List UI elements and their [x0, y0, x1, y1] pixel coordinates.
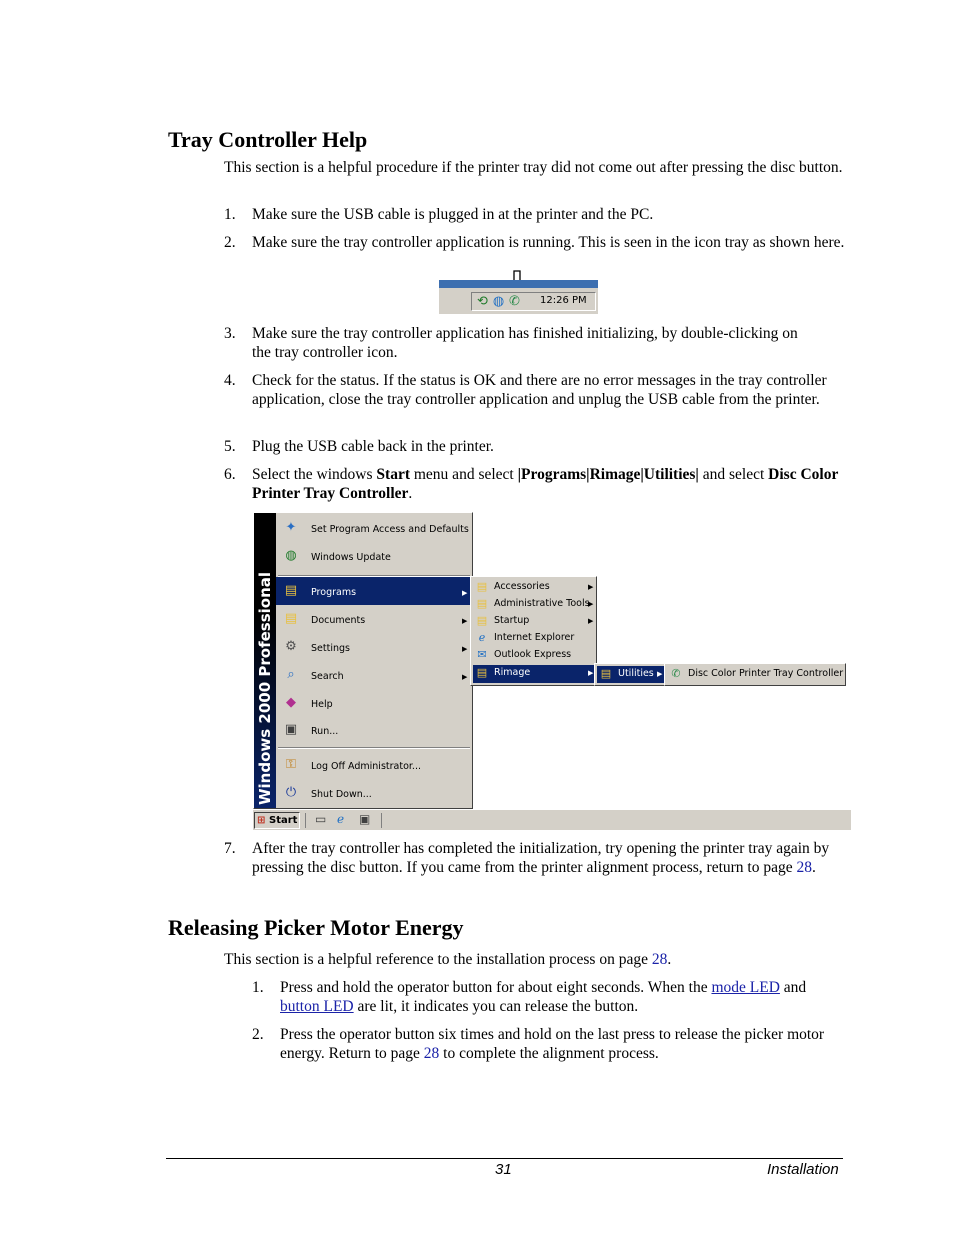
menu-item-programs[interactable]: Programs: [311, 587, 357, 598]
submenu-arrow-icon: ▶: [462, 673, 468, 681]
menu-item-internet-explorer[interactable]: Internet Explorer: [494, 632, 575, 643]
step-number: 1.: [252, 979, 264, 996]
button-led-link[interactable]: button LED: [280, 998, 354, 1015]
programs-folder-icon: ▤: [284, 583, 298, 598]
menu-highlight: [276, 577, 470, 605]
run-icon: ▣: [284, 722, 298, 737]
mode-led-link[interactable]: mode LED: [711, 979, 780, 996]
text-run: .: [408, 485, 413, 502]
quick-launch-icon[interactable]: ▣: [359, 812, 371, 826]
tray-screenshot: [439, 270, 598, 314]
menu-item-outlook-express[interactable]: Outlook Express: [494, 649, 572, 660]
menu-item-search[interactable]: Search: [311, 671, 344, 682]
text-run: are lit, it indicates you can release the button.: [353, 998, 639, 1015]
submenu-arrow-icon: ▶: [462, 645, 468, 653]
text-run: After the tray controller has completed the initialization, try opening the printer tray again by pressing the disc button. If you came from the printer alignment process, return to page: [252, 840, 830, 876]
folder-icon: ▤: [600, 667, 612, 680]
globe-icon[interactable]: ◍: [492, 294, 505, 309]
utilities-submenu: [664, 663, 846, 686]
submenu-arrow-icon: ▶: [588, 669, 594, 677]
text-run: Press the operator button six times and hold on the last press to release the picker motor energy. Return to page: [280, 1026, 825, 1062]
submenu-arrow-icon: ▶: [462, 617, 468, 625]
settings-icon: ⚙: [285, 639, 297, 654]
section-title-tray-controller-help: Tray Controller Help: [168, 127, 368, 152]
menu-item-startup[interactable]: Startup: [494, 615, 530, 626]
taskbar-divider: [305, 813, 306, 828]
rimage-submenu: [594, 663, 667, 686]
folder-icon: ▤: [476, 597, 488, 610]
start-menu: [253, 512, 473, 809]
page-link[interactable]: 28: [651, 951, 668, 968]
step-number: 1.: [224, 206, 236, 223]
text-run: Press and hold the operator button for about eight seconds. When the: [280, 979, 712, 996]
text-run: .: [667, 951, 672, 968]
section-title-releasing-picker-motor-energy: Releasing Picker Motor Energy: [168, 915, 464, 940]
bold-start: Start: [376, 466, 410, 483]
section-intro: This section is a helpful procedure if the printer tray did not come out after pressing the disc button.: [224, 159, 843, 176]
folder-icon: ▤: [476, 614, 488, 627]
folder-icon: ▤: [476, 666, 488, 679]
bold-menu-path: |Programs|Rimage|Utilities|: [517, 466, 699, 483]
start-menu-screenshot: [253, 512, 851, 830]
help-book-icon: ◆: [286, 695, 296, 710]
submenu-arrow-icon: ▶: [657, 670, 663, 678]
page-number: 31: [495, 1161, 512, 1178]
titlebar-strip: [439, 280, 598, 288]
submenu-arrow-icon: ▶: [588, 600, 594, 608]
step-number: 4.: [224, 372, 236, 389]
text-run: This section is a helpful reference to the installation process on page: [224, 951, 652, 968]
banner-text: Windows 2000 Professional: [256, 571, 274, 805]
program-access-icon: ✦: [285, 520, 297, 535]
taskbar: [253, 809, 851, 830]
internet-explorer-icon[interactable]: ℯ: [337, 812, 345, 826]
step-number: 2.: [252, 1026, 264, 1043]
section-intro: [224, 950, 844, 969]
documents-folder-icon: ▤: [284, 611, 298, 626]
menu-item-windows-update[interactable]: Windows Update: [311, 552, 391, 563]
submenu-arrow-icon: ▶: [462, 589, 468, 597]
windows-logo-icon: ⊞: [257, 815, 266, 826]
step-number: 3.: [224, 325, 236, 342]
log-off-key-icon: ⚿: [286, 757, 296, 772]
page-link[interactable]: 28: [796, 859, 812, 876]
text-run: Select the windows: [252, 466, 377, 483]
menu-item-rimage[interactable]: Rimage: [494, 667, 531, 678]
menu-highlight: [473, 665, 595, 683]
refresh-icon[interactable]: ⟲: [477, 294, 488, 309]
step-text: [252, 839, 862, 877]
step-text: [252, 465, 852, 503]
menu-item-disc-color-printer-tray-controller[interactable]: Disc Color Printer Tray Controller: [688, 668, 844, 679]
text-run: menu and select: [410, 466, 518, 483]
step-text: Plug the USB cable back in the printer.: [252, 438, 494, 455]
menu-item-run[interactable]: Run...: [311, 726, 339, 737]
footer-rule: [166, 1158, 843, 1159]
shut-down-icon: ⏻: [285, 785, 297, 800]
search-icon: ⌕: [287, 667, 295, 682]
start-button[interactable]: [254, 812, 300, 829]
menu-separator: [278, 575, 470, 577]
submenu-arrow-icon: ▶: [588, 617, 594, 625]
step-number: 7.: [224, 840, 236, 857]
internet-explorer-icon: ℯ: [478, 631, 486, 644]
text-run: .: [812, 859, 816, 876]
clock-time: 12:26 PM: [540, 295, 587, 306]
page-link[interactable]: 28: [423, 1045, 440, 1062]
programs-submenu: [470, 576, 597, 686]
menu-item-accessories[interactable]: Accessories: [494, 581, 550, 592]
footer-section-name: Installation: [767, 1161, 839, 1178]
show-desktop-icon[interactable]: ▭: [315, 812, 327, 826]
menu-item-administrative-tools[interactable]: Administrative Tools: [494, 598, 590, 609]
submenu-arrow-icon: ▶: [588, 583, 594, 591]
step-text: Make sure the tray controller application has finished initializing, by double-clicking on the tray controller icon.: [252, 325, 798, 361]
step-number: 5.: [224, 438, 236, 455]
menu-item-utilities[interactable]: Utilities: [618, 668, 654, 679]
menu-item-shut-down[interactable]: Shut Down...: [311, 789, 372, 800]
outlook-express-icon: ✉: [477, 648, 487, 661]
tray-controller-icon: ✆: [671, 667, 681, 680]
step-number: 6.: [224, 466, 236, 483]
menu-item-help[interactable]: Help: [311, 699, 333, 710]
step-text: [280, 978, 825, 1016]
text-run: and select: [698, 466, 769, 483]
step-text: Make sure the tray controller application is running. This is seen in the icon tray as shown here.: [252, 234, 845, 251]
start-menu-banner: [254, 513, 276, 808]
menu-item-documents[interactable]: Documents: [311, 615, 366, 626]
menu-item-set-program-access[interactable]: Set Program Access and Defaults: [311, 524, 469, 535]
taskbar-divider: [381, 813, 382, 828]
text-run: to complete the alignment process.: [439, 1045, 659, 1062]
windows-update-icon: ◍: [285, 548, 297, 563]
step-number: 2.: [224, 234, 236, 251]
step-text: Check for the status. If the status is OK and there are no error messages in the tray controller application, close the tray controller application and unplug the USB cable from the printer.: [252, 372, 827, 408]
step-text: [280, 1025, 825, 1063]
menu-item-log-off[interactable]: Log Off Administrator...: [311, 761, 421, 772]
step-text: Make sure the USB cable is plugged in at the printer and the PC.: [252, 206, 654, 223]
folder-icon: ▤: [476, 580, 488, 593]
text-run: and: [779, 979, 807, 996]
menu-item-settings[interactable]: Settings: [311, 643, 350, 654]
bold-app-name: Disc Color Printer Tray Controller: [252, 466, 839, 502]
menu-separator: [278, 747, 470, 749]
tray-controller-icon[interactable]: ✆: [509, 294, 520, 309]
start-label: Start: [269, 815, 298, 826]
